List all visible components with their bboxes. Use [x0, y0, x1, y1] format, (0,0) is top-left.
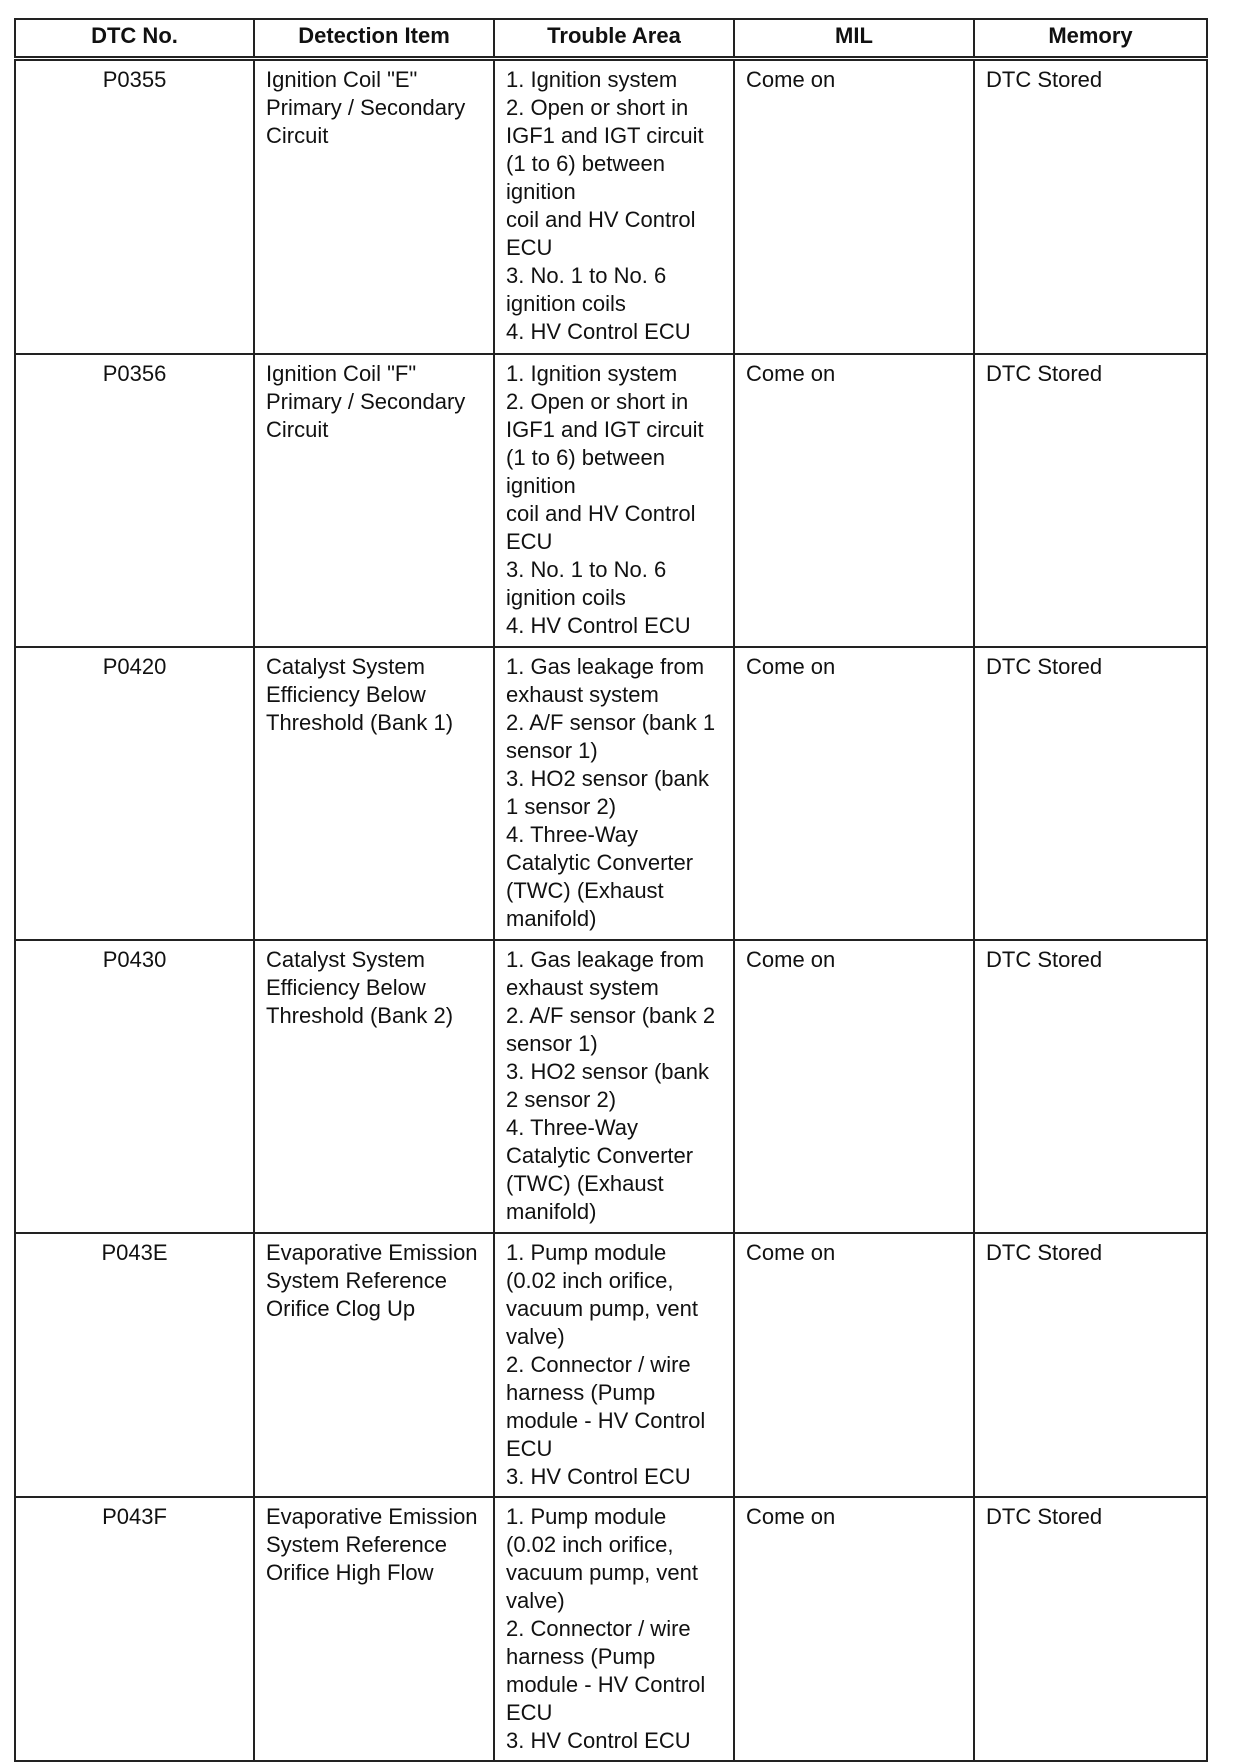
memory-status: DTC Stored — [974, 940, 1207, 1233]
detection-item: Catalyst System Efficiency Below Threshold (Bank 2) — [254, 940, 494, 1233]
detection-item: Evaporative Emission System Reference Orifice Clog Up — [254, 1233, 494, 1497]
header-dtc-no: DTC No. — [15, 19, 254, 59]
memory-status: DTC Stored — [974, 1233, 1207, 1497]
dtc-table — [14, 18, 1208, 1762]
memory-status: DTC Stored — [974, 354, 1207, 647]
mil-status: Come on — [734, 354, 974, 647]
table-row — [15, 59, 1207, 355]
dtc-code: P0430 — [15, 940, 254, 1233]
table-row — [15, 354, 1207, 647]
trouble-area: 1. Ignition system 2. Open or short in IGF1 and IGT circuit (1 to 6) between ignition coil and HV Control ECU 3. No. 1 to No. 6 ignition coils 4. HV Control ECU — [494, 59, 734, 355]
mil-status: Come on — [734, 647, 974, 940]
header-row — [15, 19, 1207, 59]
detection-item: Ignition Coil "E" Primary / Secondary Circuit — [254, 59, 494, 355]
memory-status: DTC Stored — [974, 647, 1207, 940]
dtc-code: P043E — [15, 1233, 254, 1497]
trouble-area: 1. Gas leakage from exhaust system 2. A/F sensor (bank 2 sensor 1) 3. HO2 sensor (bank 2 sensor 2) 4. Three-Way Catalytic Converter (TWC) (Exhaust manifold) — [494, 940, 734, 1233]
dtc-code: P043F — [15, 1497, 254, 1761]
mil-status: Come on — [734, 1233, 974, 1497]
trouble-area: 1. Pump module (0.02 inch orifice, vacuum pump, vent valve) 2. Connector / wire harness (Pump module - HV Control ECU 3. HV Control ECU — [494, 1497, 734, 1761]
mil-status: Come on — [734, 940, 974, 1233]
detection-item: Evaporative Emission System Reference Orifice High Flow — [254, 1497, 494, 1761]
dtc-code: P0420 — [15, 647, 254, 940]
header-mil: MIL — [734, 19, 974, 59]
table-row — [15, 1233, 1207, 1497]
table-body — [15, 59, 1207, 1762]
header-detection-item: Detection Item — [254, 19, 494, 59]
detection-item: Catalyst System Efficiency Below Threshold (Bank 1) — [254, 647, 494, 940]
dtc-code: P0355 — [15, 59, 254, 355]
table-row — [15, 647, 1207, 940]
dtc-code: P0356 — [15, 354, 254, 647]
trouble-area: 1. Gas leakage from exhaust system 2. A/F sensor (bank 1 sensor 1) 3. HO2 sensor (bank 1 sensor 2) 4. Three-Way Catalytic Converter (TWC) (Exhaust manifold) — [494, 647, 734, 940]
memory-status: DTC Stored — [974, 59, 1207, 355]
table-row — [15, 940, 1207, 1233]
mil-status: Come on — [734, 1497, 974, 1761]
mil-status: Come on — [734, 59, 974, 355]
trouble-area: 1. Pump module (0.02 inch orifice, vacuum pump, vent valve) 2. Connector / wire harness (Pump module - HV Control ECU 3. HV Control ECU — [494, 1233, 734, 1497]
header-memory: Memory — [974, 19, 1207, 59]
trouble-area: 1. Ignition system 2. Open or short in IGF1 and IGT circuit (1 to 6) between ignition coil and HV Control ECU 3. No. 1 to No. 6 ignition coils 4. HV Control ECU — [494, 354, 734, 647]
table-header — [15, 19, 1207, 59]
table-row — [15, 1497, 1207, 1761]
memory-status: DTC Stored — [974, 1497, 1207, 1761]
header-trouble-area: Trouble Area — [494, 19, 734, 59]
detection-item: Ignition Coil "F" Primary / Secondary Circuit — [254, 354, 494, 647]
